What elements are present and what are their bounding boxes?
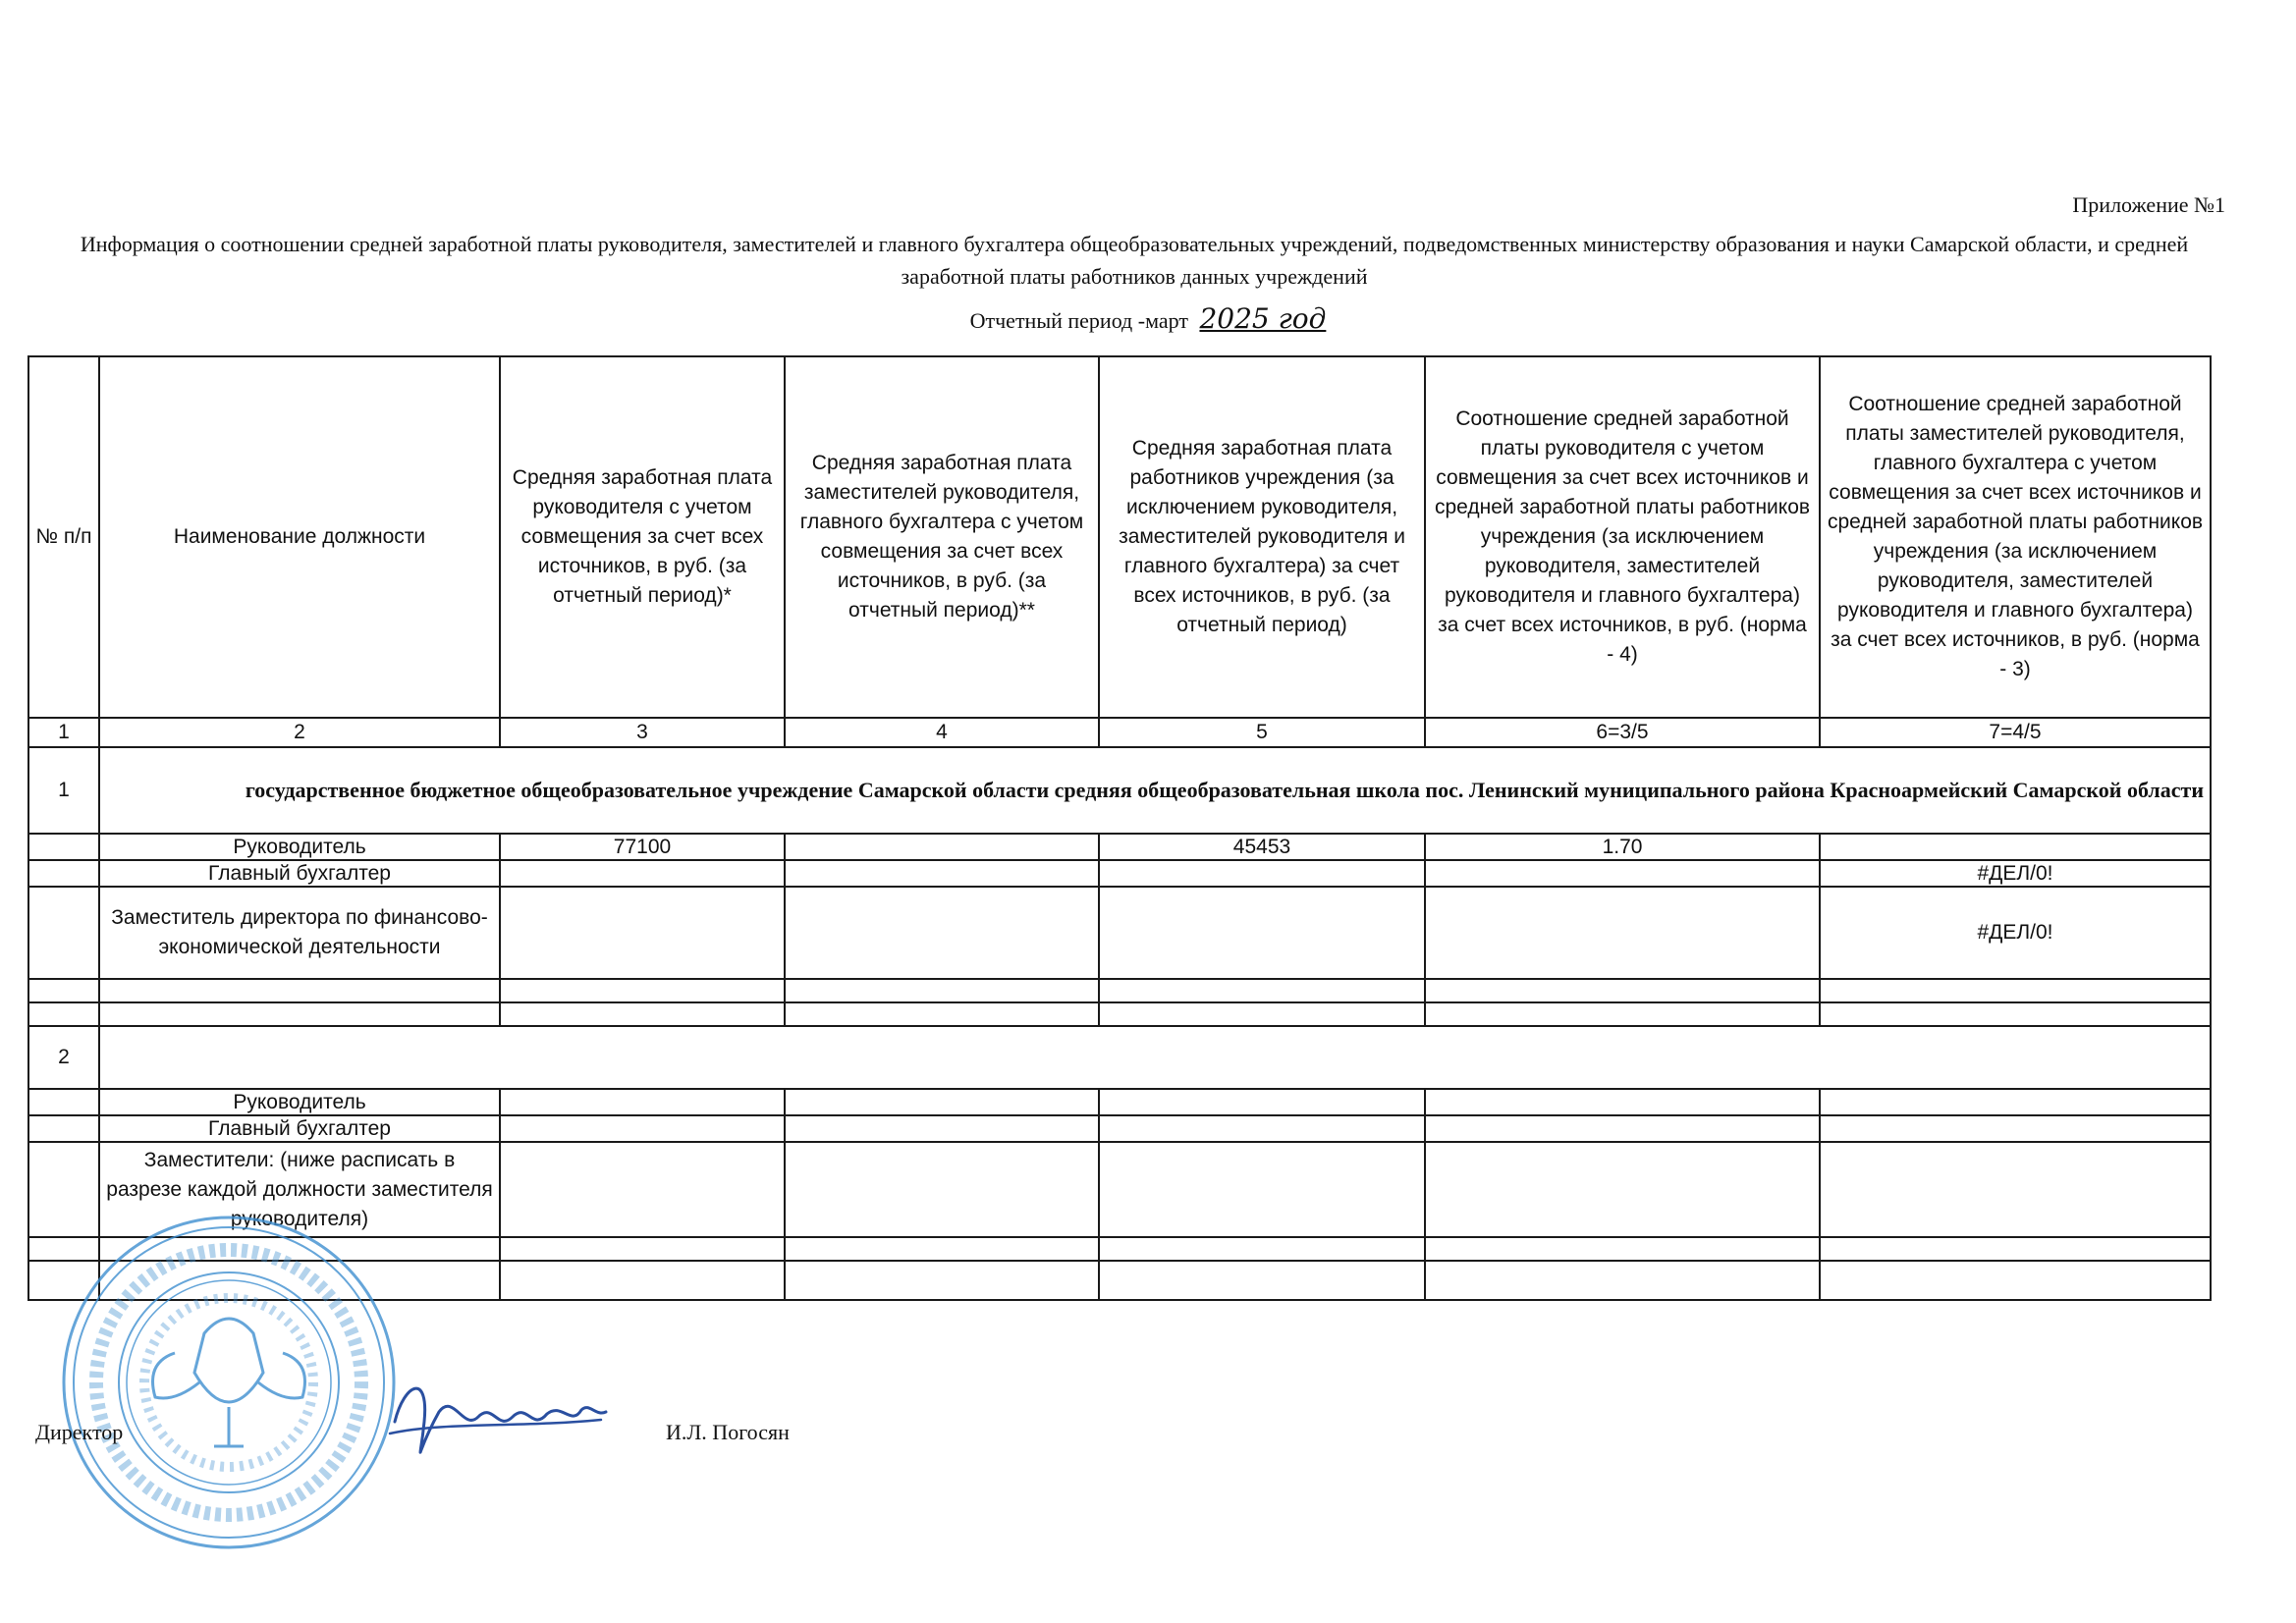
appendix-label: Приложение №1 [2072,192,2225,217]
institution-name [99,1026,2211,1089]
deputies-ratio-cell: #ДЕЛ/0! [1820,860,2211,887]
signature [385,1363,611,1461]
column-number-row [28,718,2211,747]
position-cell: Руководитель [99,834,500,860]
official-seal-stamp [57,1206,401,1559]
empty-row [28,1002,2211,1026]
deputies-salary-cell [785,887,1099,979]
period-label: Отчетный период -март [969,308,1188,333]
institution-number: 1 [28,747,99,834]
empty-row [28,979,2211,1002]
position-cell: Главный бухгалтер [99,860,500,887]
head-ratio-cell [1425,887,1820,979]
column-number: 7=4/5 [1820,718,2211,747]
staff-salary-cell [1099,887,1425,979]
column-header-head-salary: Средняя заработная плата руководителя с учетом совмещения за счет всех источников, в руб. (за отчетный период)* [500,356,785,718]
table-row [28,1089,2211,1115]
column-header-deputies-ratio: Соотношение средней заработной платы заместителей руководителя, главного бухгалтера с учетом совмещения за счет всех источников и средней заработной платы работников учреждения (за исключением руководителя, заместителей руководителя и главного бухгалтера) за счет всех источников, в руб. (норма - 3) [1820,356,2211,718]
table-row [28,860,2211,887]
column-number: 4 [785,718,1099,747]
head-salary-cell [500,887,785,979]
institution-number: 2 [28,1026,99,1089]
column-header-staff-salary: Средняя заработная плата работников учреждения (за исключением руководителя, заместителей руководителя и главного бухгалтера) за счет всех источников, в руб. (за отчетный период) [1099,356,1425,718]
column-header-deputies-salary: Средняя заработная плата заместителей руководителя, главного бухгалтера с учетом совмещения за счет всех источников, в руб. (за отчетный период)** [785,356,1099,718]
position-cell: Руководитель [99,1089,500,1115]
head-ratio-cell [1425,860,1820,887]
deputies-salary-cell [785,834,1099,860]
column-header-number: № п/п [28,356,99,718]
column-number: 3 [500,718,785,747]
table-header-row [28,356,2211,718]
head-salary-cell [500,860,785,887]
position-cell: Заместители: (ниже расписать в разрезе каждой должности заместителя руководителя) [99,1142,500,1237]
period-year: 2025 год [1199,302,1327,335]
head-ratio-cell: 1.70 [1425,834,1820,860]
position-cell: Главный бухгалтер [99,1115,500,1142]
column-header-head-ratio: Соотношение средней заработной платы руководителя с учетом совмещения за счет всех источников и средней заработной платы работников учреждения (за исключением руководителя, заместителей руководителя и главного бухгалтера) за счет всех источников, в руб. (норма - 4) [1425,356,1820,718]
column-number: 1 [28,718,99,747]
deputies-ratio-cell: #ДЕЛ/0! [1820,887,2211,979]
institution-row [28,747,2211,834]
institution-name: государственное бюджетное общеобразовательное учреждение Самарской области средняя общеобразовательная школа пос. Ленинский муниципального района Красноармейский Самарской области [99,747,2211,834]
column-number: 5 [1099,718,1425,747]
table-row [28,834,2211,860]
column-number: 2 [99,718,500,747]
staff-salary-cell [1099,860,1425,887]
salary-ratio-table [27,355,2212,1301]
deputies-ratio-cell [1820,834,2211,860]
head-salary-cell: 77100 [500,834,785,860]
position-cell: Заместитель директора по финансово-экономической деятельности [99,887,500,979]
signer-role: Директор [35,1420,124,1444]
document-title: Информация о соотношении средней заработной платы руководителя, заместителей и главного бухгалтера общеобразовательных учреждений, подведомственных министерству образования и науки Самарской области, и средней заработной платы работников данных учреждений [80,232,2189,289]
deputies-salary-cell [785,860,1099,887]
signer-name: И.Л. Погосян [666,1420,790,1444]
column-header-position: Наименование должности [99,356,500,718]
institution-row [28,1026,2211,1089]
staff-salary-cell: 45453 [1099,834,1425,860]
table-row [28,1115,2211,1142]
table-row [28,887,2211,979]
reporting-period [0,302,2296,335]
column-number: 6=3/5 [1425,718,1820,747]
